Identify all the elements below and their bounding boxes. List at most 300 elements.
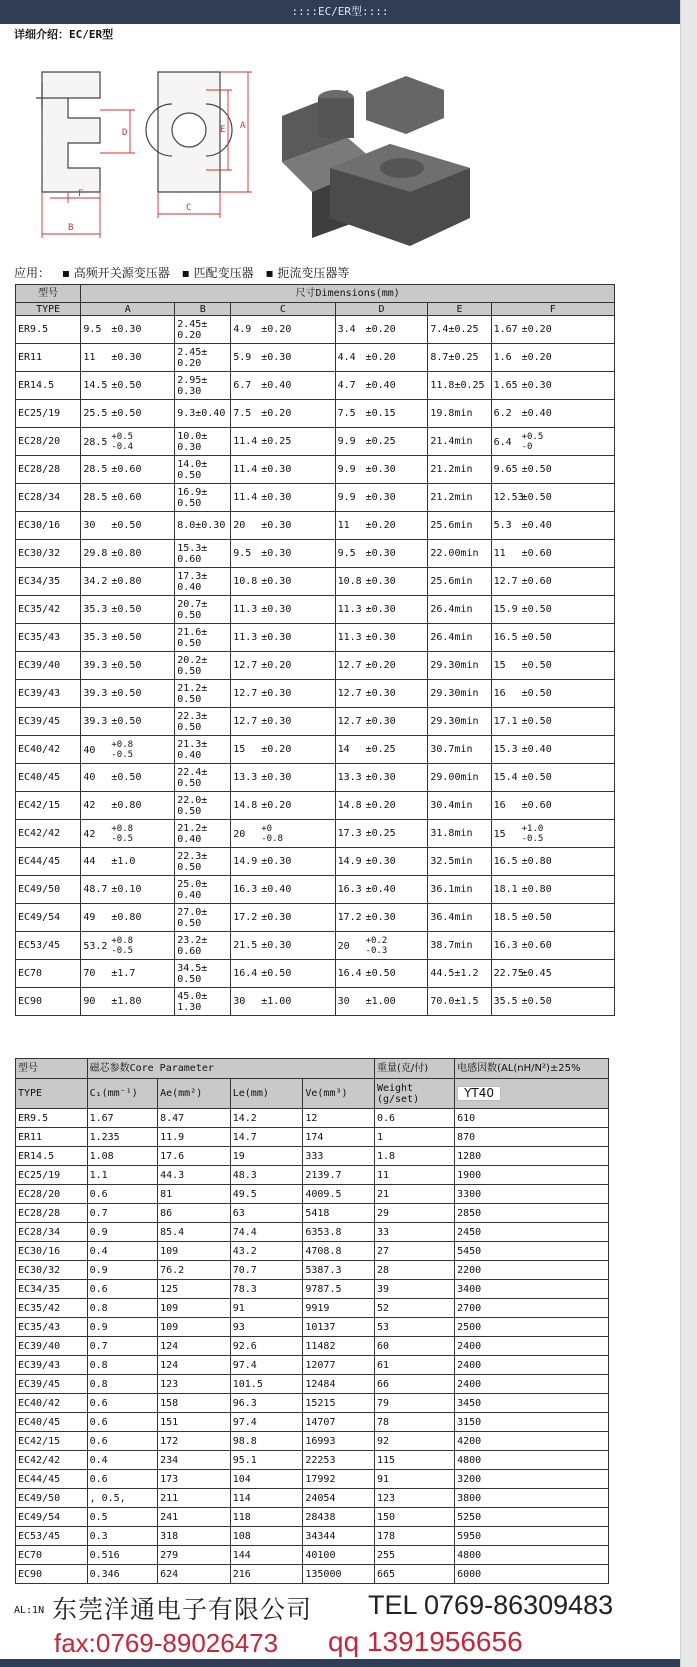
cell-b: [175, 316, 231, 344]
cell-tolerance: ±0.60: [521, 548, 552, 559]
al-value: 2400: [455, 1375, 609, 1394]
cell-tolerance: ±0.50: [521, 632, 552, 643]
ae-value: 624: [158, 1565, 231, 1584]
cell-tolerance: 0.50: [177, 609, 202, 621]
parameter-row: [16, 1299, 609, 1318]
cell-nominal: 42: [83, 828, 96, 840]
cell-a: [81, 568, 175, 596]
weight-value: 91: [374, 1470, 454, 1489]
cell-c: [231, 764, 335, 792]
le-value: 63: [230, 1204, 303, 1223]
intro: [14, 26, 113, 42]
cell-b: [175, 736, 231, 764]
cell-tolerance: ±0.20: [365, 660, 396, 671]
ve-value: 2139.7: [303, 1166, 375, 1185]
cell-tolerance: ±0.20: [261, 800, 292, 811]
cell-f: [491, 680, 614, 708]
cell-c: [231, 428, 335, 456]
cell-tolerance: ±0.40: [261, 884, 292, 895]
cell-tolerance: ±0.20: [261, 408, 292, 419]
scrollbar[interactable]: [680, 0, 697, 1667]
parameter-row: [16, 1527, 609, 1546]
col-header-e: E: [428, 303, 491, 316]
cell-nominal: 11.3: [337, 632, 362, 643]
cell-nominal: 35.3: [83, 604, 108, 615]
le-value: 95.1: [230, 1451, 303, 1470]
al-header: 电感因数(AL(nH/N²)±25%: [455, 1059, 609, 1079]
cell-tolerance: ±0.25: [365, 744, 396, 755]
type-header: TYPE: [16, 303, 81, 316]
row-type: EC42/42: [16, 1451, 88, 1470]
cell-tolerance: ±0.20: [521, 324, 552, 335]
fax-number: fax:0769-89026473: [54, 1628, 279, 1658]
cell-tolerance: ±0.30: [521, 380, 552, 391]
al-value: 610: [455, 1109, 609, 1128]
cell-b: [175, 484, 231, 512]
cell-f: [491, 960, 614, 988]
cell-tolerance: ±0.50: [521, 688, 552, 699]
row-type: EC28/28: [16, 1204, 88, 1223]
cell-d: [335, 512, 428, 540]
cell-c: [231, 316, 335, 344]
row-type: EC70: [16, 960, 81, 988]
cell-nominal: 13.3: [233, 772, 258, 783]
ve-value: 14707: [303, 1413, 375, 1432]
cell-c: [231, 988, 335, 1016]
parameter-row: [16, 1508, 609, 1527]
dimension-row: [16, 960, 615, 988]
ve-value: 9919: [303, 1299, 375, 1318]
col-header-f: F: [491, 303, 614, 316]
cell-d: [335, 932, 428, 960]
cell-e: 36.1min: [428, 876, 491, 904]
cell-d: [335, 372, 428, 400]
cell-tolerance: ±0.30: [261, 632, 292, 643]
cell-nominal: 22.4±: [177, 766, 208, 778]
company-name: 东莞洋通电子有限公司: [52, 1595, 313, 1624]
cell-f: [491, 652, 614, 680]
row-type: ER9.5: [16, 316, 81, 344]
cell-tolerance: 0.30: [177, 441, 202, 453]
cell-d: [335, 848, 428, 876]
cell-f: [491, 568, 614, 596]
application-item: ▪ 高频开关源变压器: [61, 266, 170, 280]
cell-nominal: 39.3: [83, 660, 108, 671]
cell-nominal: 9.5: [233, 548, 252, 559]
cell-tolerance: ±0.20: [365, 520, 396, 531]
row-type: EC90: [16, 1565, 88, 1584]
row-type: ER9.5: [16, 1109, 88, 1128]
c1-value: 0.7: [87, 1204, 158, 1223]
cell-e: 70.0±1.5: [428, 988, 491, 1016]
al-value: 2400: [455, 1356, 609, 1375]
dimensions-body: [16, 316, 615, 1016]
cell-nominal: 1.67: [493, 324, 518, 335]
weight-value: 53: [374, 1318, 454, 1337]
weight-value: 39: [374, 1280, 454, 1299]
cell-tolerance: ±0.80: [111, 912, 142, 923]
cell-f: [491, 456, 614, 484]
le-value: 144: [230, 1546, 303, 1565]
cell-nominal: 49: [83, 912, 96, 923]
cell-d: [335, 680, 428, 708]
cell-a: [81, 960, 175, 988]
cell-tolerance: 0.30: [177, 385, 202, 397]
c1-value: 0.6: [87, 1413, 158, 1432]
cell-tolerance: 0.50: [177, 469, 202, 481]
ve-value: 333: [303, 1147, 375, 1166]
label-c: C: [186, 203, 192, 213]
cell-a: [81, 932, 175, 960]
param-type-header: TYPE: [16, 1079, 88, 1109]
cell-a: [81, 484, 175, 512]
cell-e: 25.6min: [428, 512, 491, 540]
bottom-strip: [0, 1659, 680, 1667]
cell-nominal: 11.4: [233, 464, 258, 475]
cell-nominal: 16.9±: [177, 486, 208, 498]
cell-b: [175, 344, 231, 372]
cell-c: [231, 820, 335, 848]
row-type: ER11: [16, 344, 81, 372]
cell-b: [175, 988, 231, 1016]
cell-c: [231, 652, 335, 680]
cell-tolerance: 0.40: [177, 889, 202, 901]
cell-c: [231, 792, 335, 820]
row-type: EC39/43: [16, 1356, 88, 1375]
cell-d: [335, 540, 428, 568]
le-value: 98.8: [230, 1432, 303, 1451]
cell-tolerance: ±0.25: [261, 436, 292, 447]
cell-nominal: 7.5: [233, 408, 252, 419]
parameter-row: [16, 1375, 609, 1394]
cell-d: [335, 988, 428, 1016]
cell-c: [231, 624, 335, 652]
cell-e: 29.30min: [428, 708, 491, 736]
cell-nominal: 15.9: [493, 604, 518, 615]
col-header-a: A: [81, 303, 175, 316]
cell-tolerance: ±0.30: [261, 492, 292, 503]
ve-value: 6353.8: [303, 1223, 375, 1242]
cell-e: 29.30min: [428, 680, 491, 708]
cell-e: 21.4min: [428, 428, 491, 456]
cell-c: [231, 568, 335, 596]
model-header: 型号: [16, 285, 81, 303]
cell-nominal: 20: [337, 940, 350, 952]
al-value: 2450: [455, 1223, 609, 1242]
cell-tolerance: ±0.30: [261, 520, 292, 531]
cell-tolerance: 0.40: [177, 833, 202, 845]
ve-value: 5387.3: [303, 1261, 375, 1280]
c1-value: 1.08: [87, 1147, 158, 1166]
row-type: EC70: [16, 1546, 88, 1565]
row-type: EC42/15: [16, 792, 81, 820]
dimension-row: [16, 904, 615, 932]
cell-nominal: 70: [83, 968, 96, 979]
cell-nominal: 28.5: [83, 492, 108, 503]
parameter-header-row: [16, 1059, 609, 1079]
dims-header: 尺寸Dimensions(mm): [81, 285, 615, 303]
cell-e: 21.2min: [428, 484, 491, 512]
cell-nominal: 30: [83, 520, 96, 531]
cell-tolerance: ±1.7: [111, 968, 136, 979]
cell-nominal: 11: [493, 548, 506, 559]
le-value: 49.5: [230, 1185, 303, 1204]
cell-nominal: 12.7: [337, 688, 362, 699]
cell-nominal: 16.3: [337, 884, 362, 895]
cell-d: [335, 736, 428, 764]
cell-nominal: 14.5: [83, 380, 108, 391]
cell-b: [175, 568, 231, 596]
weight-value: 27: [374, 1242, 454, 1261]
cell-nominal: 15: [493, 828, 506, 840]
cell-a: [81, 764, 175, 792]
le-value: 92.6: [230, 1337, 303, 1356]
cell-c: [231, 932, 335, 960]
ve-value: 4708.8: [303, 1242, 375, 1261]
cell-b: [175, 960, 231, 988]
parameter-row: [16, 1546, 609, 1565]
cell-b: [175, 848, 231, 876]
le-value: 97.4: [230, 1356, 303, 1375]
al-value: 3450: [455, 1394, 609, 1413]
cell-f: [491, 820, 614, 848]
cell-e: 22.00min: [428, 540, 491, 568]
c1-value: 0.6: [87, 1394, 158, 1413]
cell-c: [231, 680, 335, 708]
cell-nominal: 13.3: [337, 772, 362, 783]
ae-value: 76.2: [158, 1261, 231, 1280]
c1-value: 0.9: [87, 1261, 158, 1280]
cell-f: [491, 708, 614, 736]
parameter-row: [16, 1432, 609, 1451]
cell-nominal: 20.2±: [177, 654, 208, 666]
cell-nominal: 16.3: [493, 940, 518, 951]
cell-tolerance: ±0.25: [365, 828, 396, 839]
cell-tolerance: ±0.50: [521, 492, 552, 503]
row-type: EC39/40: [16, 1337, 88, 1356]
cell-nominal: 11.3: [233, 604, 258, 615]
application-item: ▪ 扼流变压器等: [265, 266, 350, 280]
cell-d: [335, 568, 428, 596]
al-value: 5250: [455, 1508, 609, 1527]
le-value: 101.5: [230, 1375, 303, 1394]
cell-tolerance: ±0.30: [261, 856, 292, 867]
ae-header: Ae(mm²): [158, 1079, 231, 1109]
cell-nominal: 22.75: [493, 968, 524, 979]
ve-value: 28438: [303, 1508, 375, 1527]
cell-tolerance: 0.50: [177, 497, 202, 509]
dimensions-table: [15, 284, 615, 1016]
row-type: EC49/54: [16, 904, 81, 932]
cell-nominal: 35.3: [83, 632, 108, 643]
ve-value: 174: [303, 1128, 375, 1147]
row-type: EC28/28: [16, 456, 81, 484]
cell-tolerance: ±0.10: [111, 884, 142, 895]
row-type: EC28/34: [16, 1223, 88, 1242]
cell-b: [175, 764, 231, 792]
cell-b: [175, 876, 231, 904]
cell-e: 26.4min: [428, 596, 491, 624]
cell-f: [491, 848, 614, 876]
row-type: EC25/19: [16, 400, 81, 428]
dimensions-subheader-row: [16, 303, 615, 316]
row-type: EC39/45: [16, 708, 81, 736]
dimension-row: [16, 456, 615, 484]
cell-a: [81, 708, 175, 736]
cell-nominal: 16: [493, 800, 506, 811]
weight-value: 28: [374, 1261, 454, 1280]
cell-tolerance: ±0.40: [365, 380, 396, 391]
parameter-row: [16, 1451, 609, 1470]
al-value: 3800: [455, 1489, 609, 1508]
cell-tolerance: 0.60: [177, 553, 202, 565]
dimension-row: [16, 820, 615, 848]
cell-d: [335, 624, 428, 652]
dimensions-header-row: [16, 285, 615, 303]
ae-value: 234: [158, 1451, 231, 1470]
row-type: ER11: [16, 1128, 88, 1147]
cell-tolerance: +0.8 -0.5: [111, 739, 134, 760]
ve-value: 34344: [303, 1527, 375, 1546]
cell-nominal: 11.4: [233, 492, 258, 503]
cell-tolerance: ±0.50: [111, 380, 142, 391]
weight-value: 66: [374, 1375, 454, 1394]
cell-a: [81, 652, 175, 680]
al-value: 5950: [455, 1527, 609, 1546]
cell-d: [335, 484, 428, 512]
cell-nominal: 12.7: [233, 716, 258, 727]
cell-nominal: 21.6±: [177, 626, 208, 638]
applications: [14, 264, 349, 281]
parameter-row: [16, 1337, 609, 1356]
ae-value: 173: [158, 1470, 231, 1489]
cell-c: [231, 372, 335, 400]
cell-nominal: 14.9: [337, 856, 362, 867]
cell-e: 38.7min: [428, 932, 491, 960]
cell-a: [81, 344, 175, 372]
col-header-b: B: [175, 303, 231, 316]
row-type: EC40/45: [16, 1413, 88, 1432]
cell-tolerance: ±0.80: [111, 576, 142, 587]
cell-nominal: 21.5: [233, 940, 258, 951]
cell-tolerance: ±0.20: [521, 352, 552, 363]
cell-d: [335, 456, 428, 484]
col-header-c: C: [231, 303, 335, 316]
cell-nominal: 28.5: [83, 464, 108, 475]
cell-tolerance: ±0.45: [521, 968, 552, 979]
al-value: 4800: [455, 1546, 609, 1565]
cell-b: [175, 372, 231, 400]
cell-nominal: 14.8: [337, 800, 362, 811]
cell-nominal: 11: [83, 352, 96, 363]
cell-e: 29.30min: [428, 652, 491, 680]
cell-e: 29.00min: [428, 764, 491, 792]
c1-value: 0.9: [87, 1223, 158, 1242]
cell-nominal: 9.65: [493, 464, 518, 475]
cell-f: [491, 316, 614, 344]
cell-nominal: 30: [233, 996, 246, 1007]
core-dimension-drawing: [30, 68, 510, 268]
cell-tolerance: 0.50: [177, 693, 202, 705]
weight-value: 123: [374, 1489, 454, 1508]
cell-tolerance: ±1.0: [111, 856, 136, 867]
cell-tolerance: ±0.30: [261, 772, 292, 783]
row-type: EC30/32: [16, 1261, 88, 1280]
ae-value: 151: [158, 1413, 231, 1432]
cell-f: [491, 736, 614, 764]
material-cell: [455, 1079, 609, 1109]
cell-nominal: 15.4: [493, 772, 518, 783]
weight-value: 79: [374, 1394, 454, 1413]
cell-e: 11.8±0.25: [428, 372, 491, 400]
al-value: 5450: [455, 1242, 609, 1261]
parameter-row: [16, 1204, 609, 1223]
weight-value: 33: [374, 1223, 454, 1242]
cell-d: [335, 764, 428, 792]
row-type: EC44/45: [16, 1470, 88, 1489]
ve-value: 11482: [303, 1337, 375, 1356]
cell-nominal: 4.9: [233, 324, 252, 335]
cell-tolerance: 0.20: [177, 357, 202, 369]
cell-tolerance: ±0.30: [261, 912, 292, 923]
le-value: 91: [230, 1299, 303, 1318]
row-type: EC49/50: [16, 1489, 88, 1508]
le-value: 97.4: [230, 1413, 303, 1432]
cell-nominal: 21.2±: [177, 682, 208, 694]
c1-value: 0.3: [87, 1527, 158, 1546]
le-value: 78.3: [230, 1280, 303, 1299]
cell-c: [231, 736, 335, 764]
row-type: EC35/42: [16, 1299, 88, 1318]
parameter-row: [16, 1394, 609, 1413]
c1-value: 0.6: [87, 1280, 158, 1299]
row-type: EC49/54: [16, 1508, 88, 1527]
cell-nominal: 3.4: [337, 324, 356, 335]
cell-a: [81, 540, 175, 568]
cell-b: [175, 456, 231, 484]
cell-c: [231, 960, 335, 988]
cell-nominal: 34.5±: [177, 962, 208, 974]
cell-tolerance: ±0.30: [365, 772, 396, 783]
dimension-row: [16, 484, 615, 512]
cell-tolerance: ±0.30: [261, 548, 292, 559]
ve-value: 24054: [303, 1489, 375, 1508]
c1-value: 0.516: [87, 1546, 158, 1565]
ve-value: 12077: [303, 1356, 375, 1375]
cell-nominal: 10.8: [233, 576, 258, 587]
cell-nominal: 9.9: [337, 492, 356, 503]
cell-d: [335, 400, 428, 428]
cell-b: [175, 624, 231, 652]
application-item: ▪ 匹配变压器: [181, 266, 254, 280]
cell-tolerance: ±0.50: [261, 968, 292, 979]
ae-value: 241: [158, 1508, 231, 1527]
ae-value: 125: [158, 1280, 231, 1299]
cell-tolerance: ±0.80: [521, 856, 552, 867]
cell-c: [231, 876, 335, 904]
parameter-row: [16, 1261, 609, 1280]
row-type: EC39/40: [16, 652, 81, 680]
row-type: ER14.5: [16, 372, 81, 400]
cell-tolerance: ±0.30: [261, 576, 292, 587]
cell-f: [491, 540, 614, 568]
cell-tolerance: 0.40: [177, 749, 202, 761]
le-value: 14.7: [230, 1128, 303, 1147]
ae-value: 123: [158, 1375, 231, 1394]
cell-nominal: 15.3±: [177, 542, 208, 554]
cell-tolerance: ±0.50: [521, 716, 552, 727]
row-type: EC28/20: [16, 428, 81, 456]
